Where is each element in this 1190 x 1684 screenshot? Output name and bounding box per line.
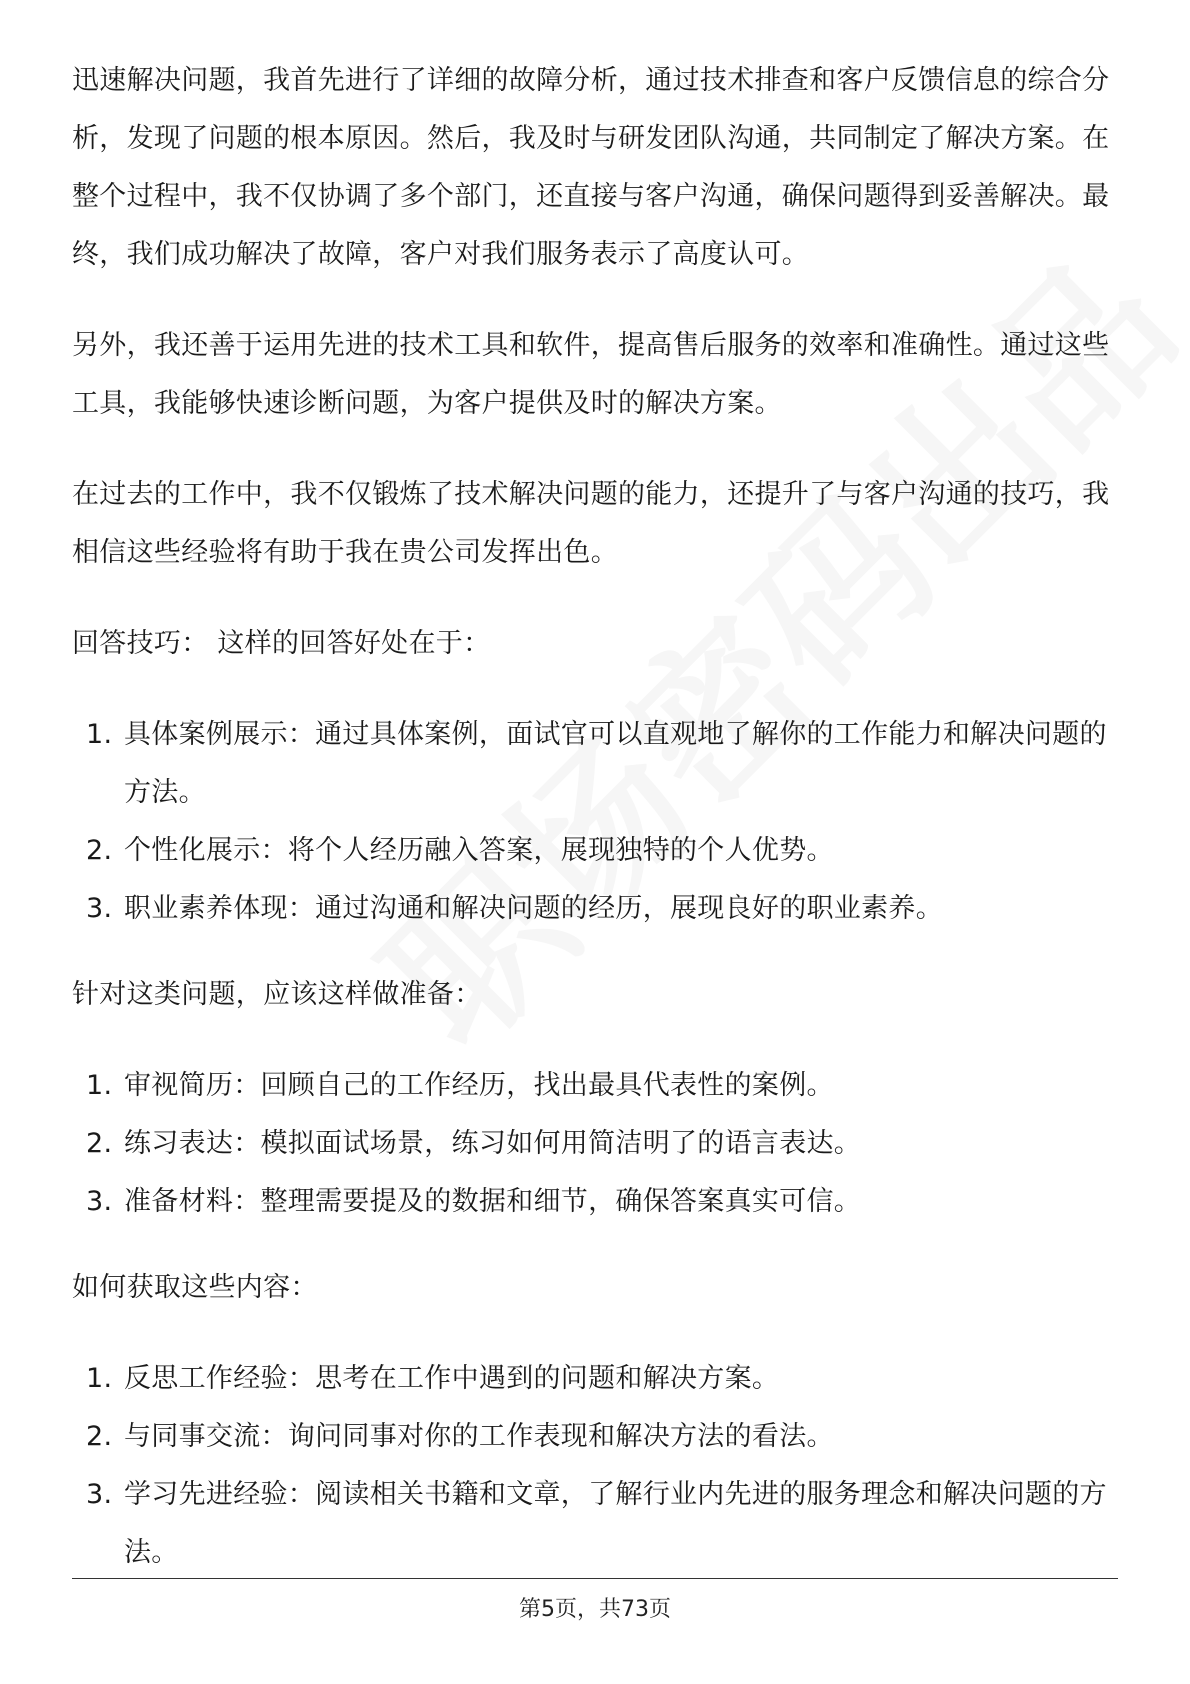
- list-number: 2.: [86, 835, 113, 866]
- list-item-text: 具体案例展示：通过具体案例，面试官可以直观地了解你的工作能力和解决问题的方法。: [124, 719, 1107, 808]
- page-number: 第5页，共73页: [519, 1597, 671, 1622]
- paragraph-3: 在过去的工作中，我不仅锻炼了技术解决问题的能力，还提升了与客户沟通的技巧，我相信这些经验将有助于我在贵公司发挥出色。: [72, 479, 1110, 568]
- preparation-heading: 针对这类问题，应该这样做准备：: [72, 979, 482, 1010]
- list-item-text: 审视简历：回顾自己的工作经历，找出最具代表性的案例。: [124, 1070, 834, 1101]
- list-number: 3.: [86, 893, 113, 924]
- footer-divider: [72, 1578, 1118, 1579]
- preparation-list: [72, 1057, 1122, 1231]
- list-item: [72, 1115, 1122, 1173]
- paragraph-1: 迅速解决问题，我首先进行了详细的故障分析，通过技术排查和客户反馈信息的综合分析，发现了问题的根本原因。然后，我及时与研发团队沟通，共同制定了解决方案。在整个过程中，我不仅协调了多个部门，还直接与客户沟通，确保问题得到妥善解决。最终，我们成功解决了故障，客户对我们服务表示了高度认可。: [72, 65, 1110, 270]
- how-to-obtain-heading: 如何获取这些内容：: [72, 1272, 318, 1303]
- list-item: [72, 706, 1122, 822]
- list-item: [72, 1408, 1122, 1466]
- list-item: [72, 822, 1122, 880]
- list-number: 2.: [86, 1421, 113, 1452]
- list-number: 1.: [86, 719, 113, 750]
- list-item-text: 职业素养体现：通过沟通和解决问题的经历，展现良好的职业素养。: [124, 893, 943, 924]
- document-body: [72, 52, 1122, 1610]
- answer-tips-heading: 回答技巧： 这样的回答好处在于：: [72, 628, 491, 659]
- how-to-obtain-list: [72, 1350, 1122, 1582]
- paragraph-2: 另外，我还善于运用先进的技术工具和软件，提高售后服务的效率和准确性。通过这些工具，我能够快速诊断问题，为客户提供及时的解决方案。: [72, 330, 1110, 419]
- list-item: [72, 1173, 1122, 1231]
- list-item-text: 学习先进经验：阅读相关书籍和文章，了解行业内先进的服务理念和解决问题的方法。: [124, 1479, 1107, 1568]
- list-item-text: 与同事交流：询问同事对你的工作表现和解决方法的看法。: [124, 1421, 834, 1452]
- list-item: [72, 1350, 1122, 1408]
- list-item-text: 个性化展示：将个人经历融入答案，展现独特的个人优势。: [124, 835, 834, 866]
- list-item: [72, 1466, 1122, 1582]
- list-number: 2.: [86, 1128, 113, 1159]
- list-number: 1.: [86, 1070, 113, 1101]
- list-number: 3.: [86, 1186, 113, 1217]
- list-number: 3.: [86, 1479, 113, 1510]
- list-item-text: 反思工作经验：思考在工作中遇到的问题和解决方案。: [124, 1363, 780, 1394]
- list-item-text: 准备材料：整理需要提及的数据和细节，确保答案真实可信。: [124, 1186, 862, 1217]
- list-item-text: 练习表达：模拟面试场景，练习如何用简洁明了的语言表达。: [124, 1128, 862, 1159]
- list-item: [72, 1057, 1122, 1115]
- answer-tips-list: [72, 706, 1122, 938]
- list-item: [72, 880, 1122, 938]
- list-number: 1.: [86, 1363, 113, 1394]
